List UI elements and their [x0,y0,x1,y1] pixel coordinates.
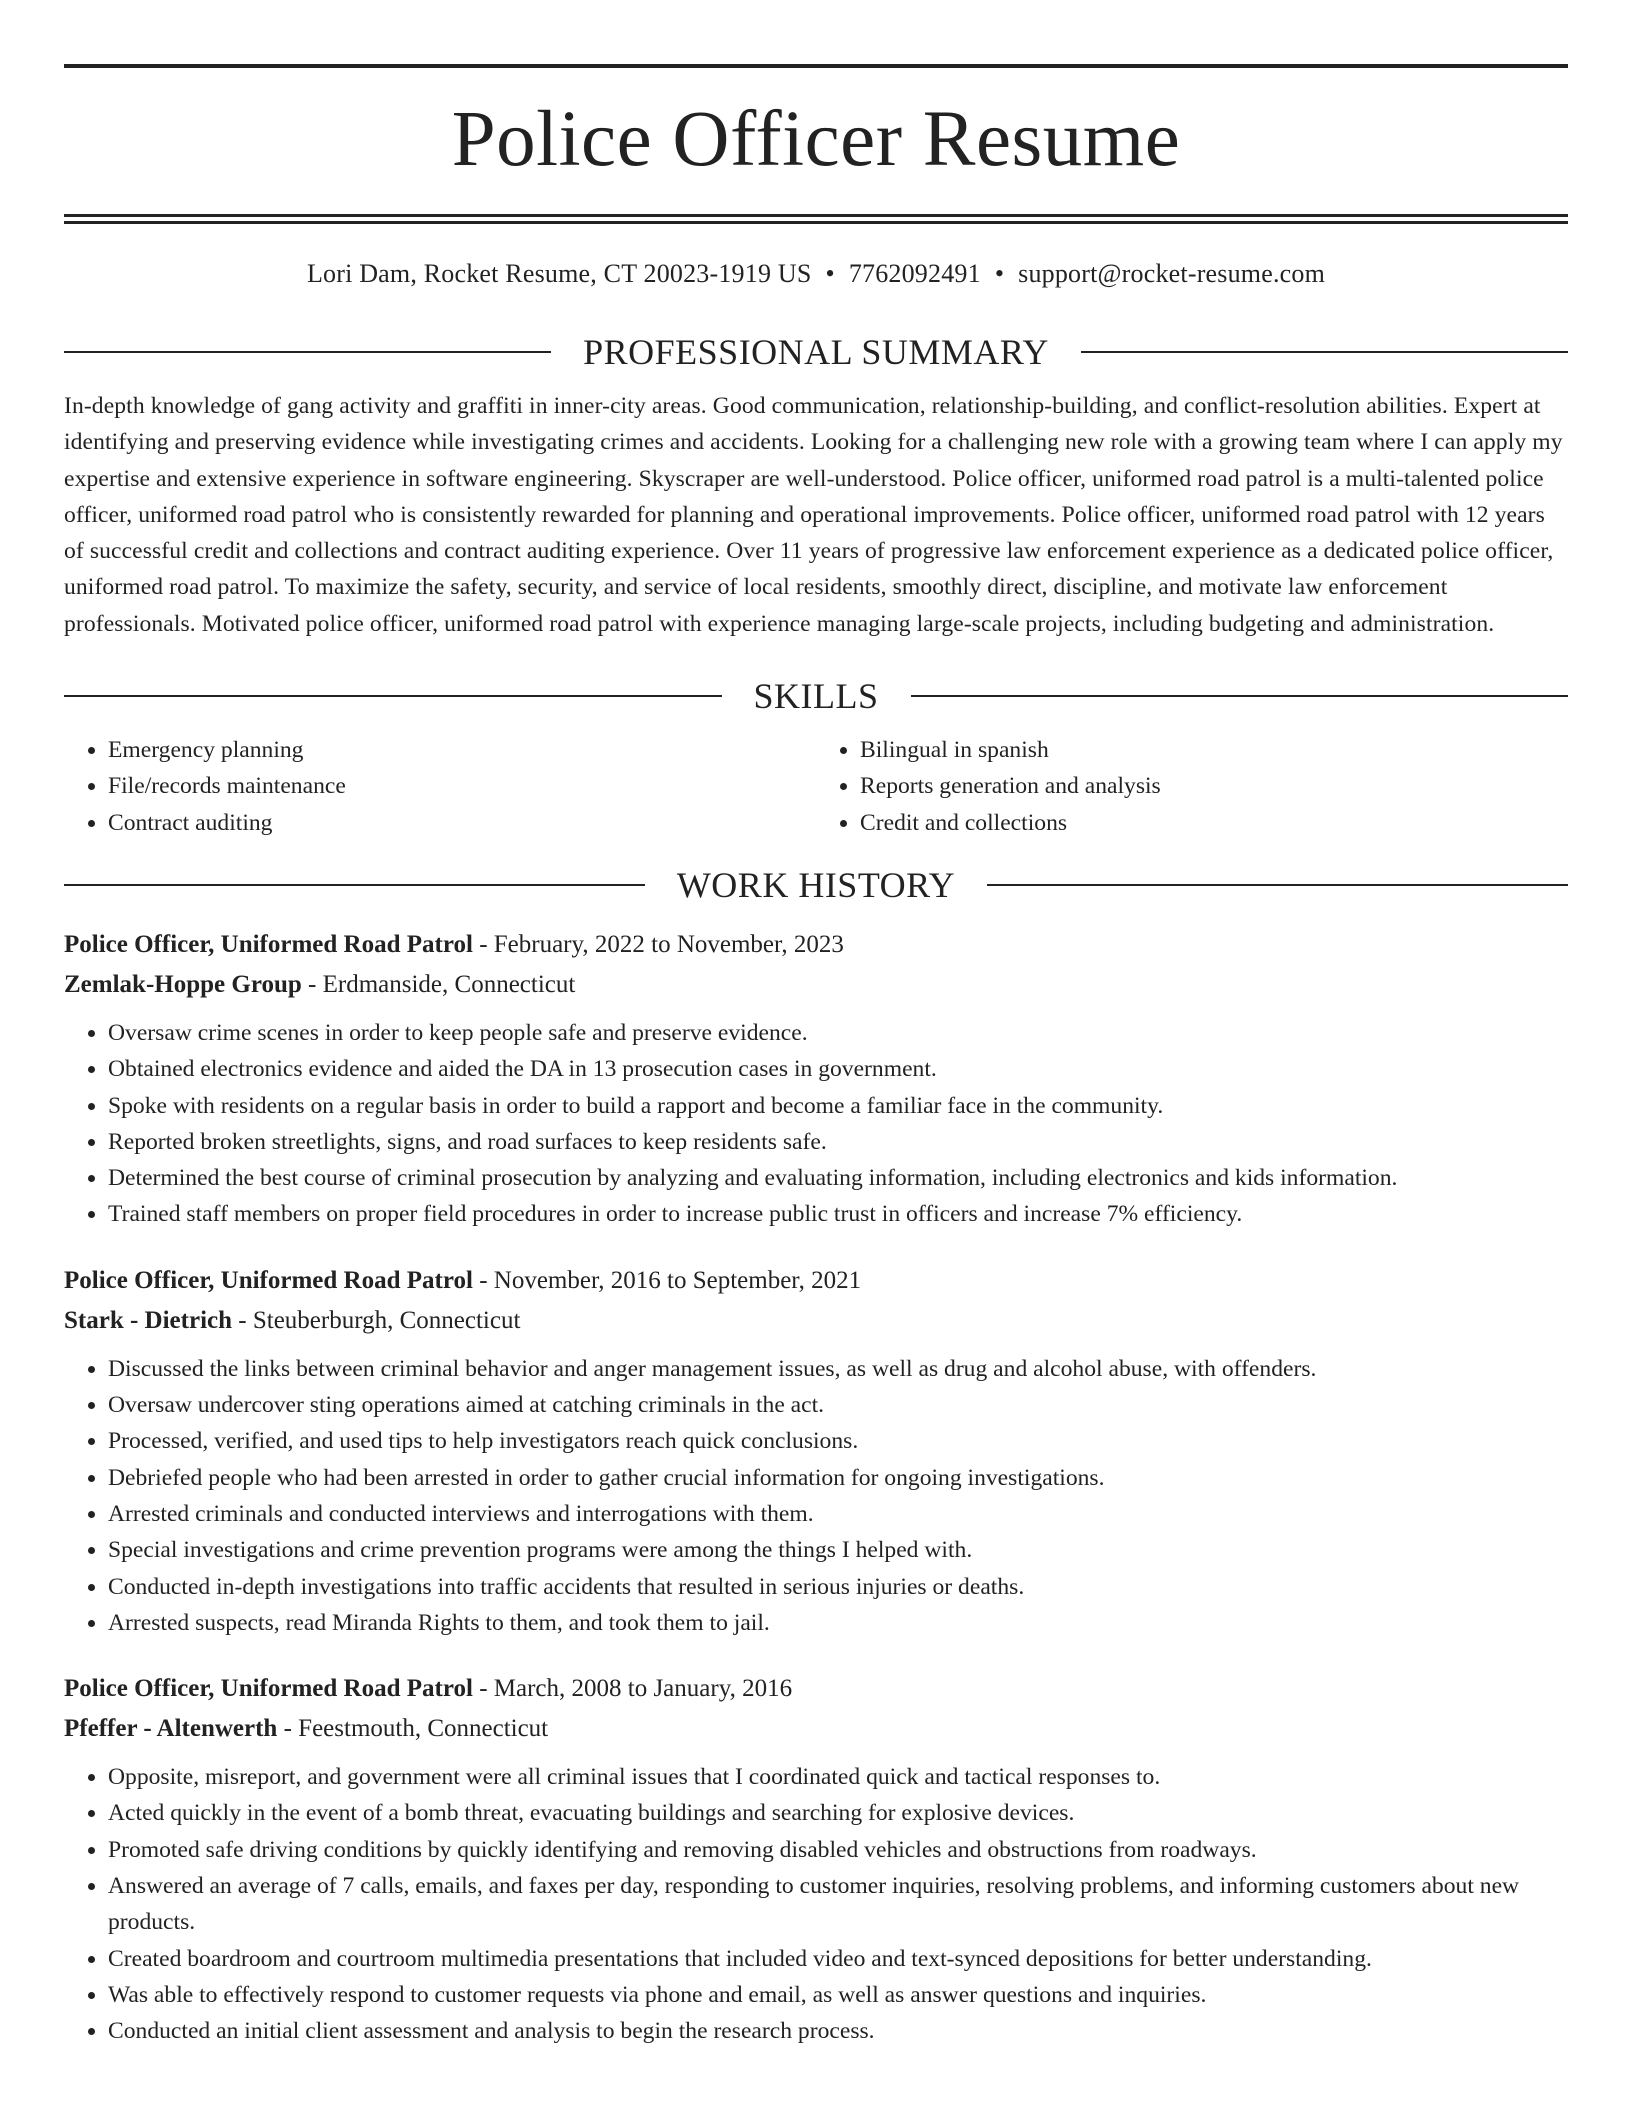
title-divider [64,214,1568,224]
contact-email: support@rocket-resume.com [1018,259,1326,288]
job-title: Police Officer, Uniformed Road Patrol [64,930,473,958]
job-title-line [64,925,1568,965]
job-bullet: • Spoke with residents on a regular basis in order to build a rapport and become a familiar face in the community. [108,1088,1568,1124]
job-company: Zemlak-Hoppe Group [64,970,302,998]
job-company: Pfeffer - Altenwerth [64,1715,278,1743]
job-bullets [64,1015,1568,1233]
job-bullet: • Special investigations and crime prevention programs were among the things I helped with. [108,1532,1568,1568]
job-bullet: • Arrested criminals and conducted interviews and interrogations with them. [108,1496,1568,1532]
job-bullet: • Reported broken streetlights, signs, and road surfaces to keep residents safe. [108,1124,1568,1160]
contact-address: Lori Dam, Rocket Resume, CT 20023-1919 US [306,259,812,288]
job-location: - Steuberburgh, Connecticut [232,1306,521,1334]
resume-page [64,64,1568,2050]
job-title-line [64,1669,1568,1709]
title-block [64,64,1568,214]
job-dates: - November, 2016 to September, 2021 [472,1266,862,1294]
job-bullet: • Oversaw crime scenes in order to keep people safe and preserve evidence. [108,1015,1568,1051]
job-bullet: • Acted quickly in the event of a bomb threat, evacuating buildings and searching for explosive devices. [108,1795,1568,1831]
job-entry [64,925,1568,1233]
skills-heading-label: SKILLS [753,676,879,717]
job-title: Police Officer, Uniformed Road Patrol [64,1266,473,1294]
skills-column-right [816,732,1568,841]
job-location: - Feestmouth, Connecticut [277,1715,549,1743]
work-history-heading [64,863,1568,907]
summary-heading-label: PROFESSIONAL SUMMARY [583,332,1049,372]
job-bullet: • Answered an average of 7 calls, emails, and faxes per day, responding to customer inquiries, resolving problems, and informing customers about new products. [108,1868,1568,1941]
summary-text: In-depth knowledge of gang activity and graffiti in inner-city areas. Good communication, relationship-building, and conflict-resolution abilities. Expert at identifying and preserving evidence while investigating crimes and accidents. Looking for a challenging new role with a growing team where I can apply my expertise and extensive experience in software engineering. Skyscraper are well-understood. Police officer, uniformed road patrol is a multi-talented police officer, uniformed road patrol who is consistently rewarded for planning and operational improvements. Police officer, uniformed road patrol with 12 years of successful credit and collections and contract auditing experience. Over 11 years of progressive law enforcement experience as a dedicated police officer, uniformed road patrol. To maximize the safety, security, and service of local residents, smoothly direct, discipline, and motivate law enforcement professionals. Motivated police officer, uniformed road patrol with experience managing large-scale projects, including budgeting and administration. [64,393,1563,637]
job-company: Stark - Dietrich [64,1306,233,1334]
contact-phone: 7762092491 [848,259,981,288]
summary-heading [64,330,1568,374]
job-bullet: • Promoted safe driving conditions by quickly identifying and removing disabled vehicles and obstructions from roadways. [108,1832,1568,1868]
job-entry [64,1669,1568,2049]
skills-heading [64,674,1568,718]
job-bullet: • Was able to effectively respond to customer requests via phone and email, as well as answer questions and inquiries. [108,1977,1568,2013]
job-bullet: • Determined the best course of criminal prosecution by analyzing and evaluating information, including electronics and kids information. [108,1160,1568,1196]
job-bullet: • Obtained electronics evidence and aided the DA in 13 prosecution cases in government. [108,1051,1568,1087]
skill-item: • Credit and collections [860,805,1568,841]
job-company-line [64,1709,1568,1749]
skills-list [64,732,1568,841]
work-history-heading-label: WORK HISTORY [676,864,956,905]
job-title-line [64,1261,1568,1301]
job-bullet: • Trained staff members on proper field procedures in order to increase public trust in officers and increase 7% efficiency. [108,1196,1568,1232]
job-title: Police Officer, Uniformed Road Patrol [64,1675,473,1703]
job-bullet: • Conducted in-depth investigations into traffic accidents that resulted in serious injuries or deaths. [108,1569,1568,1605]
skill-item: • File/records maintenance [108,768,816,804]
job-bullet: • Oversaw undercover sting operations aimed at catching criminals in the act. [108,1387,1568,1423]
job-bullet: • Arrested suspects, read Miranda Rights to them, and took them to jail. [108,1605,1568,1641]
job-dates: - February, 2022 to November, 2023 [472,930,844,958]
job-bullet: • Conducted an initial client assessment and analysis to begin the research process. [108,2013,1568,2049]
job-bullets [64,1759,1568,2049]
job-dates: - March, 2008 to January, 2016 [472,1675,793,1703]
contact-separator: • [825,259,835,288]
skill-item: • Contract auditing [108,805,816,841]
skill-item: • Reports generation and analysis [860,768,1568,804]
job-location: - Erdmanside, Connecticut [301,970,576,998]
job-bullet: • Created boardroom and courtroom multimedia presentations that included video and text-synced depositions for better understanding. [108,1941,1568,1977]
job-bullet: • Discussed the links between criminal behavior and anger management issues, as well as drug and alcohol abuse, with offenders. [108,1351,1568,1387]
skills-column-left [64,732,816,841]
job-entry [64,1261,1568,1641]
job-bullets [64,1351,1568,1641]
job-company-line [64,965,1568,1005]
job-bullet: • Processed, verified, and used tips to help investigators reach quick conclusions. [108,1423,1568,1459]
job-bullet: • Opposite, misreport, and government were all criminal issues that I coordinated quick and tactical responses to. [108,1759,1568,1795]
page-title: Police Officer Resume [451,96,1181,183]
contact-separator: • [994,259,1005,288]
contact-line [64,258,1568,290]
job-bullet: • Debriefed people who had been arrested in order to gather crucial information for ongoing investigations. [108,1460,1568,1496]
job-company-line [64,1301,1568,1341]
skill-item: • Emergency planning [108,732,816,768]
skill-item: • Bilingual in spanish [860,732,1568,768]
